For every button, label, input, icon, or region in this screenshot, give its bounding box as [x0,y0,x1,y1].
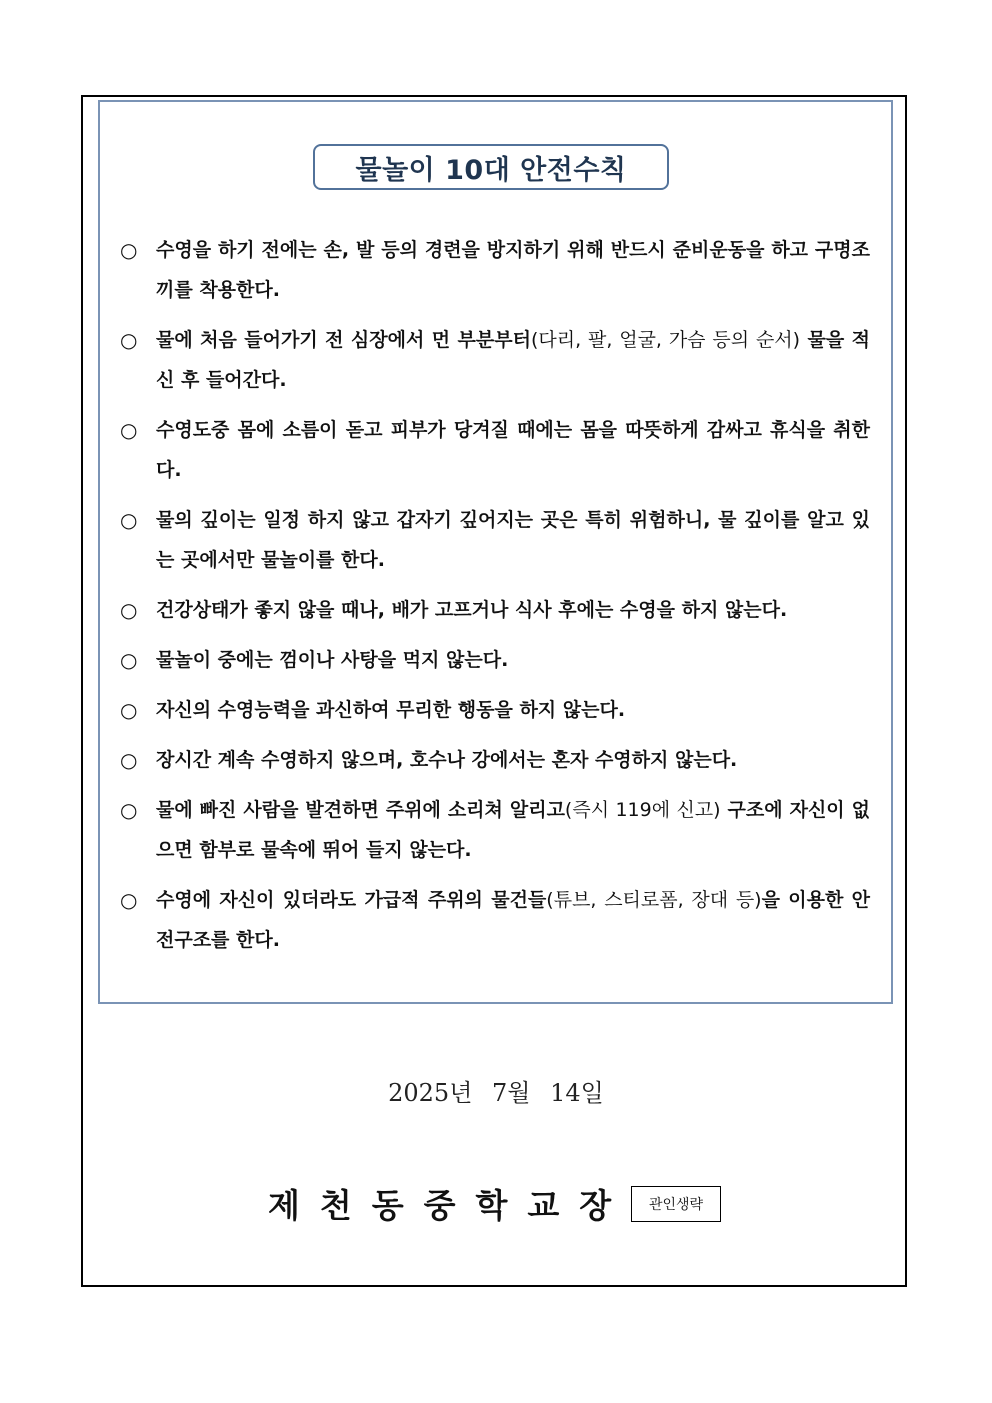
list-item: ○ 건강상태가 좋지 않을 때나, 배가 고프거나 식사 후에는 수영을 하지 않는다. [120,590,870,630]
list-item: ○ 자신의 수영능력을 과신하여 무리한 행동을 하지 않는다. [120,690,870,730]
list-item: ○ 물놀이 중에는 껌이나 사탕을 먹지 않는다. [120,640,870,680]
page-title: 물놀이 10대 안전수칙 [313,144,669,190]
date-year: 2025년 [388,1079,473,1107]
rules-list [120,230,870,970]
bullet-circle-icon: ○ [120,598,138,622]
bullet-circle-icon: ○ [120,888,138,912]
bullet-circle-icon: ○ [120,698,138,722]
seal-omitted-stamp: 관인생략 [631,1186,721,1222]
list-item: ○ 수영도중 몸에 소름이 돋고 피부가 당겨질 때에는 몸을 따뜻하게 감싸고 휴식을 취한다. [120,410,870,490]
bullet-circle-icon: ○ [120,748,138,772]
bullet-circle-icon: ○ [120,238,138,262]
list-item: ○ 물에 빠진 사람을 발견하면 주위에 소리쳐 알리고(즉시 119에 신고) 구조에 자신이 없으면 함부로 물속에 뛰어 들지 않는다. [120,790,870,870]
date-day: 14일 [550,1079,604,1107]
school-principal-signature: 제천동중학교장 [268,1186,632,1225]
bullet-circle-icon: ○ [120,328,138,352]
list-item: ○ 수영에 자신이 있더라도 가급적 주위의 물건들(튜브, 스티로폼, 장대 등)을 이용한 안전구조를 한다. [120,880,870,960]
list-item: ○ 물의 깊이는 일정 하지 않고 갑자기 깊어지는 곳은 특히 위험하니, 물 깊이를 알고 있는 곳에서만 물놀이를 한다. [120,500,870,580]
list-item: ○ 물에 처음 들어가기 전 심장에서 먼 부분부터(다리, 팔, 얼굴, 가슴 등의 순서) 물을 적신 후 들어간다. [120,320,870,400]
issue-date [0,1073,992,1108]
bullet-circle-icon: ○ [120,508,138,532]
bullet-circle-icon: ○ [120,798,138,822]
bullet-circle-icon: ○ [120,418,138,442]
list-item: ○ 수영을 하기 전에는 손, 발 등의 경련을 방지하기 위해 반드시 준비운동을 하고 구명조끼를 착용한다. [120,230,870,310]
list-item: ○ 장시간 계속 수영하지 않으며, 호수나 강에서는 혼자 수영하지 않는다. [120,740,870,780]
date-month: 7월 [492,1079,531,1107]
bullet-circle-icon: ○ [120,648,138,672]
